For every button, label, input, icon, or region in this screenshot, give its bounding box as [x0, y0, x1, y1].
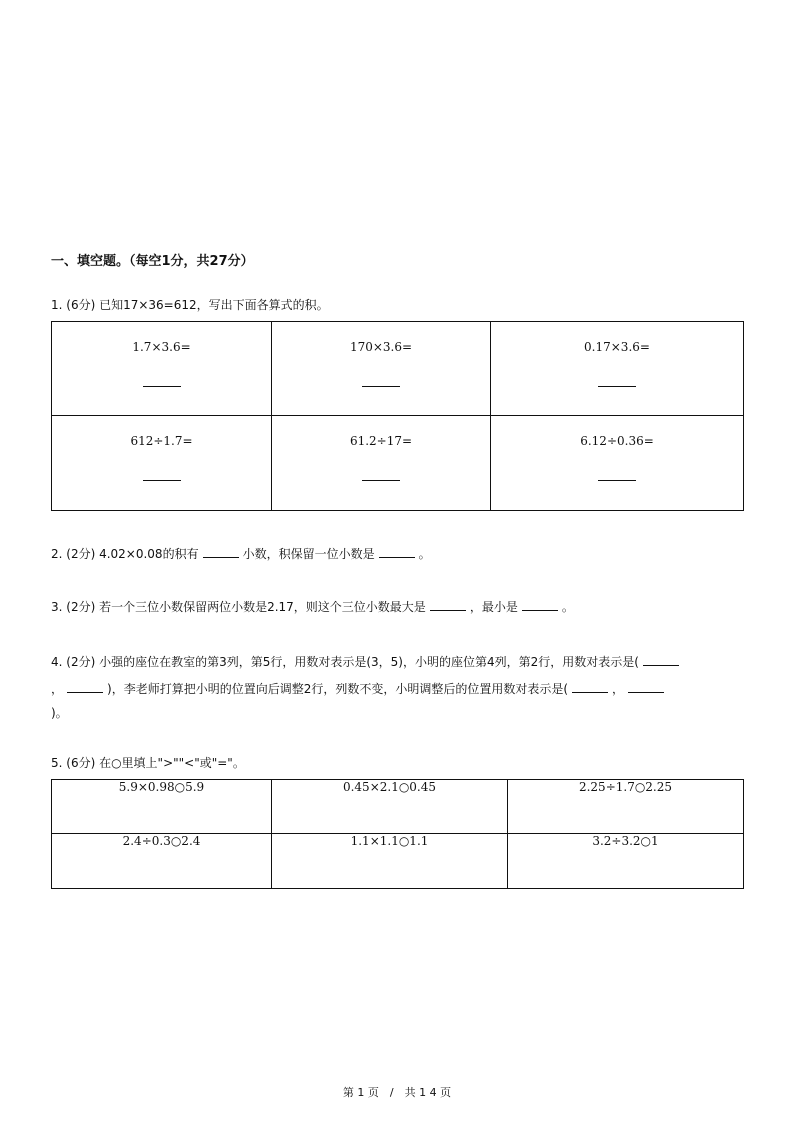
answer-blank[interactable] — [203, 545, 239, 558]
q5-cell[interactable]: 5.9×0.98○5.9 — [52, 780, 272, 834]
question-4-line-2 — [51, 680, 668, 698]
q5-cell[interactable]: 2.25÷1.7○2.25 — [508, 780, 744, 834]
answer-blank[interactable] — [572, 680, 608, 693]
page-footer: 第 1 页 / 共 1 4 页 — [342, 1086, 452, 1099]
question-4-line-3: )。 — [51, 706, 68, 720]
answer-blank[interactable] — [522, 598, 558, 611]
q5-cell[interactable]: 1.1×1.1○1.1 — [272, 834, 508, 889]
q1-cell-expr: 612÷1.7= — [130, 434, 193, 448]
answer-blank[interactable] — [598, 386, 636, 387]
q2-text: 2. (2分) 4.02×0.08的积有 — [51, 547, 199, 561]
answer-blank[interactable] — [379, 545, 415, 558]
q1-cell — [491, 322, 744, 416]
answer-blank[interactable] — [362, 386, 400, 387]
q4-text: 4. (2分) 小强的座位在教室的第3列，第5行，用数对表示是(3，5)，小明的座位第4列，第2行，用数对表示是( — [51, 655, 639, 669]
question-5-label: 5. (6分) 在○里填上">""<"或"="。 — [51, 756, 245, 770]
answer-blank[interactable] — [143, 386, 181, 387]
q2-text: 。 — [418, 547, 431, 561]
question-1-label: 1. (6分) 已知17×36=612，写出下面各算式的积。 — [51, 298, 329, 312]
q5-cell[interactable]: 0.45×2.1○0.45 — [272, 780, 508, 834]
answer-blank[interactable] — [643, 653, 679, 666]
question-5-table — [51, 779, 744, 889]
q4-text: )，李老师打算把小明的位置向后调整2行，列数不变，小明调整后的位置用数对表示是( — [107, 682, 569, 696]
answer-blank[interactable] — [67, 680, 103, 693]
q2-text: 小数，积保留一位小数是 — [242, 547, 375, 561]
q1-cell — [491, 416, 744, 511]
q1-cell — [52, 322, 272, 416]
answer-blank[interactable] — [628, 680, 664, 693]
q5-cell[interactable]: 3.2÷3.2○1 — [508, 834, 744, 889]
q4-text: ， — [51, 682, 64, 696]
answer-blank[interactable] — [362, 480, 400, 481]
q3-text: 3. (2分) 若一个三位小数保留两位小数是2.17，则这个三位小数最大是 — [51, 600, 426, 614]
q1-cell-expr: 1.7×3.6= — [132, 340, 191, 354]
q1-cell-expr: 6.12÷0.36= — [580, 434, 654, 448]
q3-text: 。 — [561, 600, 574, 614]
question-2 — [51, 545, 431, 563]
q1-cell-expr: 170×3.6= — [349, 340, 413, 354]
q4-text: ， — [612, 682, 625, 696]
q1-cell-expr: 0.17×3.6= — [584, 340, 650, 354]
q1-cell — [272, 416, 491, 511]
question-1-table — [51, 321, 744, 511]
q1-cell — [52, 416, 272, 511]
q3-text: ，最小是 — [469, 600, 518, 614]
question-3 — [51, 598, 574, 616]
answer-blank[interactable] — [430, 598, 466, 611]
answer-blank[interactable] — [598, 480, 636, 481]
question-4-line-1 — [51, 653, 683, 671]
q1-cell — [272, 322, 491, 416]
answer-blank[interactable] — [143, 480, 181, 481]
q1-cell-expr: 61.2÷17= — [349, 434, 413, 448]
q5-cell[interactable]: 2.4÷0.3○2.4 — [52, 834, 272, 889]
section-title: 一、填空题。（每空1分，共27分） — [51, 254, 254, 269]
